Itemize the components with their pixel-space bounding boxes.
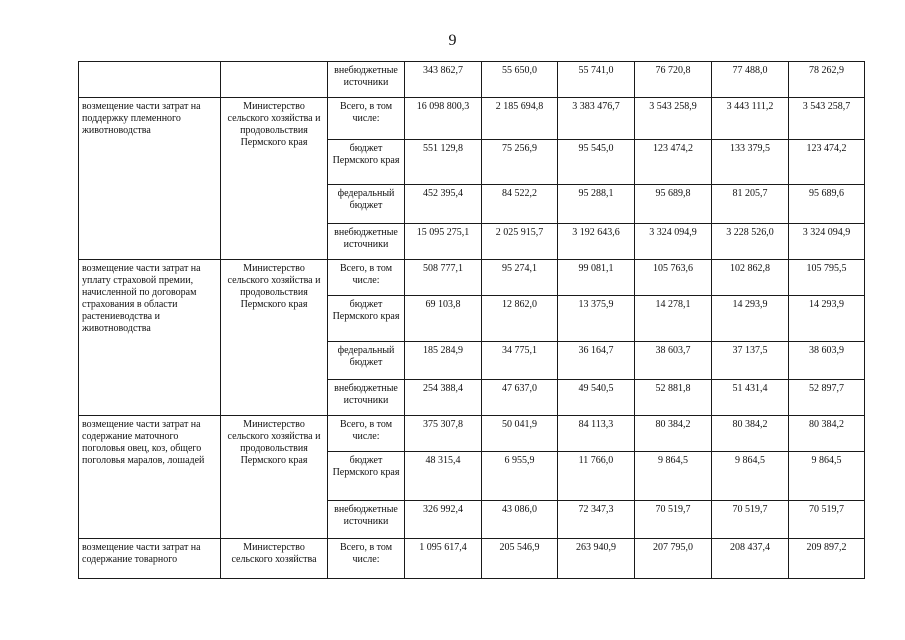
amount-cell: 80 384,2 <box>789 416 865 452</box>
executor-cell: Министерство сельского хозяйства и продовольствия Пермского края <box>221 98 328 260</box>
funding-source-cell: внебюджетные источники <box>328 501 405 539</box>
amount-cell: 95 545,0 <box>558 140 635 185</box>
page-number: 9 <box>448 32 457 49</box>
measure-name-cell: возмещение части затрат на содержание маточного поголовья овец, коз, общего поголовья маралов, лошадей <box>79 416 221 539</box>
amount-cell: 508 777,1 <box>405 260 482 296</box>
amount-cell: 185 284,9 <box>405 342 482 380</box>
amount-cell: 2 025 915,7 <box>482 224 558 260</box>
amount-cell: 55 650,0 <box>482 62 558 98</box>
amount-cell: 3 192 643,6 <box>558 224 635 260</box>
amount-cell: 551 129,8 <box>405 140 482 185</box>
amount-cell: 49 540,5 <box>558 380 635 416</box>
amount-cell: 254 388,4 <box>405 380 482 416</box>
amount-cell: 102 862,8 <box>712 260 789 296</box>
amount-cell: 12 862,0 <box>482 296 558 342</box>
amount-cell: 81 205,7 <box>712 185 789 224</box>
amount-cell: 9 864,5 <box>789 452 865 501</box>
amount-cell: 3 443 111,2 <box>712 98 789 140</box>
executor-cell: Министерство сельского хозяйства и продовольствия Пермского края <box>221 416 328 539</box>
measure-name-cell: возмещение части затрат на содержание товарного <box>79 539 221 579</box>
funding-source-cell: Всего, в том числе: <box>328 539 405 579</box>
table-row <box>79 539 865 579</box>
amount-cell: 48 315,4 <box>405 452 482 501</box>
amount-cell: 207 795,0 <box>635 539 712 579</box>
amount-cell: 452 395,4 <box>405 185 482 224</box>
amount-cell: 95 288,1 <box>558 185 635 224</box>
table-row <box>79 62 865 98</box>
measure-name-cell <box>79 62 221 98</box>
measure-name-cell: возмещение части затрат на поддержку племенного животноводства <box>79 98 221 260</box>
amount-cell: 72 347,3 <box>558 501 635 539</box>
amount-cell: 3 543 258,7 <box>789 98 865 140</box>
amount-cell: 2 185 694,8 <box>482 98 558 140</box>
table-row <box>79 98 865 140</box>
funding-source-cell: внебюджетные источники <box>328 224 405 260</box>
amount-cell: 76 720,8 <box>635 62 712 98</box>
amount-cell: 1 095 617,4 <box>405 539 482 579</box>
amount-cell: 78 262,9 <box>789 62 865 98</box>
amount-cell: 34 775,1 <box>482 342 558 380</box>
amount-cell: 52 881,8 <box>635 380 712 416</box>
amount-cell: 3 324 094,9 <box>635 224 712 260</box>
amount-cell: 55 741,0 <box>558 62 635 98</box>
amount-cell: 43 086,0 <box>482 501 558 539</box>
amount-cell: 209 897,2 <box>789 539 865 579</box>
amount-cell: 15 095 275,1 <box>405 224 482 260</box>
table-row <box>79 260 865 296</box>
executor-cell: Министерство сельского хозяйства и продовольствия Пермского края <box>221 260 328 416</box>
amount-cell: 3 543 258,9 <box>635 98 712 140</box>
amount-cell: 208 437,4 <box>712 539 789 579</box>
amount-cell: 3 324 094,9 <box>789 224 865 260</box>
table-row <box>79 416 865 452</box>
amount-cell: 9 864,5 <box>712 452 789 501</box>
amount-cell: 70 519,7 <box>789 501 865 539</box>
funding-source-cell: федеральный бюджет <box>328 185 405 224</box>
amount-cell: 80 384,2 <box>712 416 789 452</box>
amount-cell: 38 603,7 <box>635 342 712 380</box>
amount-cell: 326 992,4 <box>405 501 482 539</box>
amount-cell: 3 228 526,0 <box>712 224 789 260</box>
amount-cell: 16 098 800,3 <box>405 98 482 140</box>
funding-source-cell: бюджет Пермского края <box>328 140 405 185</box>
amount-cell: 343 862,7 <box>405 62 482 98</box>
amount-cell: 38 603,9 <box>789 342 865 380</box>
amount-cell: 105 795,5 <box>789 260 865 296</box>
amount-cell: 205 546,9 <box>482 539 558 579</box>
amount-cell: 123 474,2 <box>635 140 712 185</box>
amount-cell: 84 522,2 <box>482 185 558 224</box>
amount-cell: 14 293,9 <box>789 296 865 342</box>
amount-cell: 133 379,5 <box>712 140 789 185</box>
amount-cell: 80 384,2 <box>635 416 712 452</box>
amount-cell: 105 763,6 <box>635 260 712 296</box>
amount-cell: 37 137,5 <box>712 342 789 380</box>
measure-name-cell: возмещение части затрат на уплату страховой премии, начисленной по договорам страхования в области растениеводства и животноводства <box>79 260 221 416</box>
funding-source-cell: внебюджетные источники <box>328 62 405 98</box>
amount-cell: 13 375,9 <box>558 296 635 342</box>
amount-cell: 14 293,9 <box>712 296 789 342</box>
amount-cell: 375 307,8 <box>405 416 482 452</box>
amount-cell: 50 041,9 <box>482 416 558 452</box>
amount-cell: 6 955,9 <box>482 452 558 501</box>
amount-cell: 14 278,1 <box>635 296 712 342</box>
amount-cell: 9 864,5 <box>635 452 712 501</box>
funding-source-cell: Всего, в том числе: <box>328 416 405 452</box>
amount-cell: 77 488,0 <box>712 62 789 98</box>
amount-cell: 75 256,9 <box>482 140 558 185</box>
funding-source-cell: Всего, в том числе: <box>328 98 405 140</box>
funding-source-cell: бюджет Пермского края <box>328 296 405 342</box>
amount-cell: 70 519,7 <box>635 501 712 539</box>
amount-cell: 99 081,1 <box>558 260 635 296</box>
executor-cell <box>221 62 328 98</box>
funding-source-cell: внебюджетные источники <box>328 380 405 416</box>
amount-cell: 36 164,7 <box>558 342 635 380</box>
amount-cell: 95 689,8 <box>635 185 712 224</box>
amount-cell: 3 383 476,7 <box>558 98 635 140</box>
executor-cell: Министерство сельского хозяйства <box>221 539 328 579</box>
amount-cell: 95 689,6 <box>789 185 865 224</box>
budget-table <box>78 61 865 579</box>
amount-cell: 47 637,0 <box>482 380 558 416</box>
amount-cell: 263 940,9 <box>558 539 635 579</box>
amount-cell: 51 431,4 <box>712 380 789 416</box>
amount-cell: 69 103,8 <box>405 296 482 342</box>
funding-source-cell: федеральный бюджет <box>328 342 405 380</box>
amount-cell: 123 474,2 <box>789 140 865 185</box>
funding-source-cell: бюджет Пермского края <box>328 452 405 501</box>
funding-source-cell: Всего, в том числе: <box>328 260 405 296</box>
amount-cell: 11 766,0 <box>558 452 635 501</box>
amount-cell: 84 113,3 <box>558 416 635 452</box>
amount-cell: 52 897,7 <box>789 380 865 416</box>
amount-cell: 95 274,1 <box>482 260 558 296</box>
amount-cell: 70 519,7 <box>712 501 789 539</box>
